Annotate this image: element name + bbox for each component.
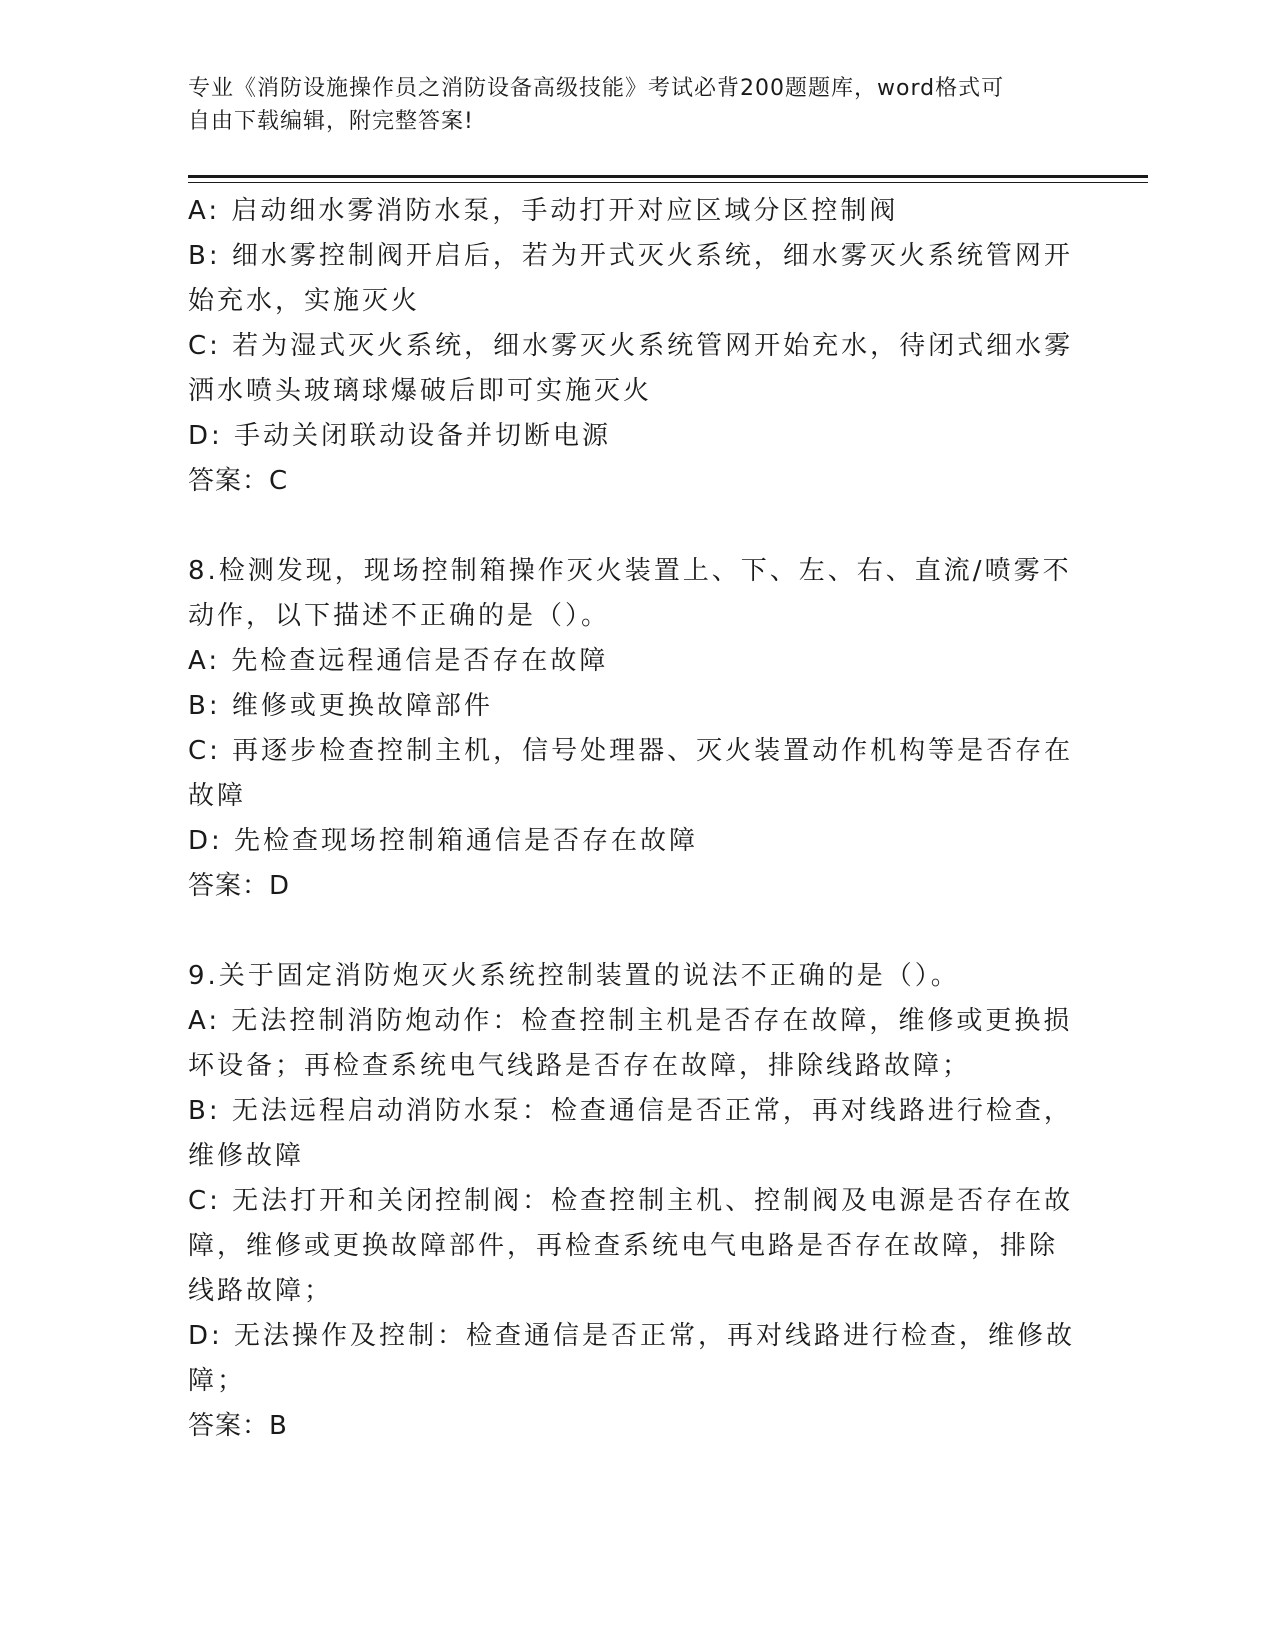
option-a: A: 先检查远程通信是否存在故障 bbox=[188, 646, 609, 676]
option-b: B: 无法远程启动消防水泵：检查通信是否正常，再对线路进行检查，维修故障 bbox=[188, 1096, 1073, 1171]
option-d: D: 无法操作及控制：检查通信是否正常，再对线路进行检查，维修故障； bbox=[188, 1321, 1076, 1396]
header-divider-thick bbox=[188, 175, 1148, 178]
option-a: A: 无法控制消防炮动作：检查控制主机是否存在故障，维修或更换损坏设备；再检查系统电气线路是否存在故障，排除线路故障； bbox=[188, 1006, 1073, 1081]
answer-label: 答案：B bbox=[188, 1411, 288, 1441]
question-8 bbox=[188, 549, 1078, 909]
answer-label: 答案：D bbox=[188, 871, 291, 901]
header-title-line-2: 自由下载编辑，附完整答案! bbox=[188, 109, 474, 134]
option-b: B: 细水雾控制阀开启后，若为开式灭火系统，细水雾灭火系统管网开始充水，实施灭火 bbox=[188, 241, 1073, 316]
document-header bbox=[188, 72, 1068, 138]
question-9 bbox=[188, 954, 1078, 1449]
header-divider-thin bbox=[188, 182, 1148, 183]
option-c: C: 无法打开和关闭控制阀：检查控制主机、控制阀及电源是否存在故障，维修或更换故障部件，再检查系统电气电路是否存在故障，排除线路故障； bbox=[188, 1186, 1074, 1306]
option-d: D: 手动关闭联动设备并切断电源 bbox=[188, 421, 612, 451]
question-stem: 8.检测发现，现场控制箱操作灭火装置上、下、左、右、直流/喷雾不动作，以下描述不正确的是（）。 bbox=[188, 556, 1072, 631]
header-title-line-1: 专业《消防设施操作员之消防设备高级技能》考试必背200题题库，word格式可 bbox=[188, 76, 1005, 101]
option-b: B: 维修或更换故障部件 bbox=[188, 691, 493, 721]
option-d: D: 先检查现场控制箱通信是否存在故障 bbox=[188, 826, 699, 856]
question-list bbox=[188, 189, 1078, 1449]
answer-label: 答案：C bbox=[188, 466, 289, 496]
option-c: C: 再逐步检查控制主机，信号处理器、灭火装置动作机构等是否存在故障 bbox=[188, 736, 1074, 811]
question-stem: 9.关于固定消防炮灭火系统控制装置的说法不正确的是（）。 bbox=[188, 961, 960, 991]
option-c: C: 若为湿式灭火系统，细水雾灭火系统管网开始充水，待闭式细水雾洒水喷头玻璃球爆破后即可实施灭火 bbox=[188, 331, 1074, 406]
option-a: A: 启动细水雾消防水泵，手动打开对应区域分区控制阀 bbox=[188, 196, 899, 226]
question-7 bbox=[188, 189, 1078, 504]
